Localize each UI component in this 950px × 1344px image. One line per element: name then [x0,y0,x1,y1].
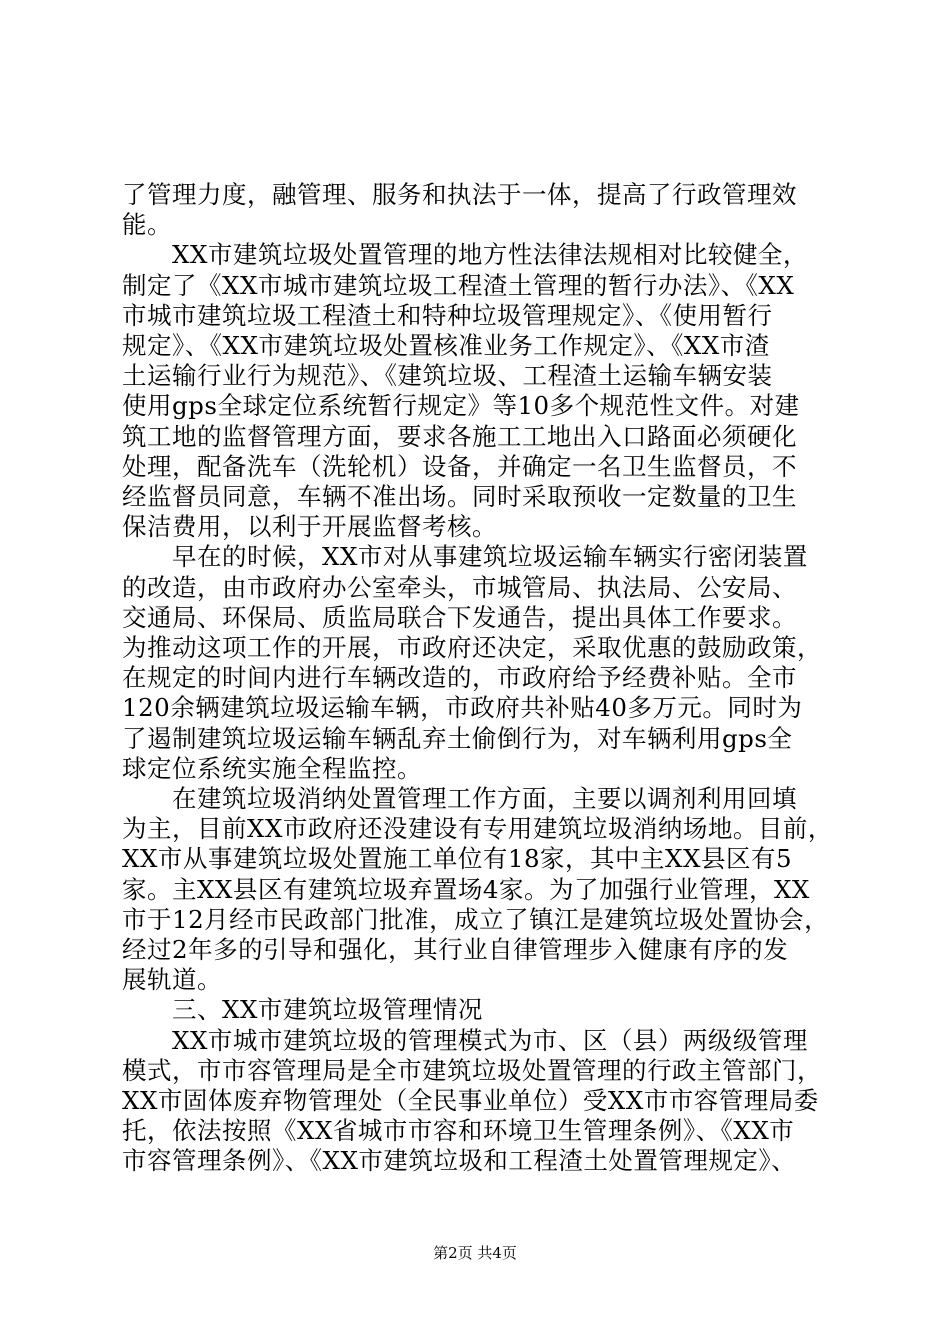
text-line: 120余辆建筑垃圾运输车辆，市政府共补贴40多万元。同时为 [122,693,803,723]
text-line: 使用gps全球定位系统暂行规定》等10多个规范性文件。对建 [122,391,800,421]
text-line: 展轨道。 [122,965,222,995]
text-line: 经过2年多的引导和强化，其行业自律管理步入健康有序的发 [122,935,789,964]
text-line: 经监督员同意，车辆不准出场。同时采取预收一定数量的卫生 [122,482,797,511]
text-line: 能。 [122,210,172,240]
text-line: XX市固体废弃物管理处（全民事业单位）受XX市市容管理局委 [122,1086,819,1115]
text-line: 规定》、《XX市建筑垃圾处置核准业务工作规定》、《XX市渣 [122,331,770,360]
text-line: 了管理力度，融管理、服务和执法于一体，提高了行政管理效 [122,180,797,209]
text-line: 的改造，由市政府办公室牵头，市城管局、执法局、公安局、 [122,572,797,602]
text-line: 了遏制建筑垃圾运输车辆乱弃土偷倒行为，对车辆利用gps全 [122,723,793,753]
text-line: 早在的时候，XX市对从事建筑垃圾运输车辆实行密闭装置 [122,542,808,572]
text-line: 托，依法按照《XX省城市市容和环境卫生管理条例》、《XX市 [122,1116,795,1146]
text-line: 模式，市市容管理局是全市建筑垃圾处置管理的行政主管部门， [122,1055,822,1085]
text-line: 市容管理条例》、《XX市建筑垃圾和工程渣土处置管理规定》、 [122,1146,797,1176]
text-line: XX市从事建筑垃圾处置施工单位有18家，其中主XX县区有5 [122,844,793,874]
text-line: 为推动这项工作的开展，市政府还决定，采取优惠的鼓励政策， [122,633,822,662]
text-line: 在规定的时间内进行车辆改造的，市政府给予经费补贴。全市 [122,663,797,693]
text-line: 土运输行业行为规范》、《建筑垃圾、工程渣土运输车辆安装 [122,361,773,391]
text-line: 市于12月经市民政部门批准，成立了镇江是建筑垃圾处置协会， [122,904,830,934]
text-line: 制定了《XX市城市建筑垃圾工程渣土管理的暂行办法》、《XX [122,270,795,300]
text-line: 家。主XX县区有建筑垃圾弃置场4家。为了加强行业管理，XX [122,874,810,904]
text-line: 三、XX市建筑垃圾管理情况 [122,995,483,1025]
text-line: 交通局、环保局、质监局联合下发通告，提出具体工作要求。 [122,602,797,632]
text-line: 筑工地的监督管理方面，要求各施工工地出入口路面必须硬化 [122,421,797,451]
text-line: 球定位系统实施全程监控。 [122,753,422,783]
text-line: 保洁费用，以利于开展监督考核。 [122,512,497,542]
text-line: 为主，目前XX市政府还没建设有专用建筑垃圾消纳场地。目前， [122,814,833,844]
page-footer: 第2页 共4页 [433,1244,517,1262]
text-line: 处理，配备洗车（洗轮机）设备，并确定一名卫生监督员，不 [122,451,797,481]
text-line: 市城市建筑垃圾工程渣土和特种垃圾管理规定》、《使用暂行 [122,300,773,330]
text-line: XX市建筑垃圾处置管理的地方性法律法规相对比较健全， [122,240,808,270]
text-line: 在建筑垃圾消纳处置管理工作方面，主要以调剂利用回填 [122,784,797,813]
text-line: XX市城市建筑垃圾的管理模式为市、区（县）两级级管理 [122,1025,808,1055]
